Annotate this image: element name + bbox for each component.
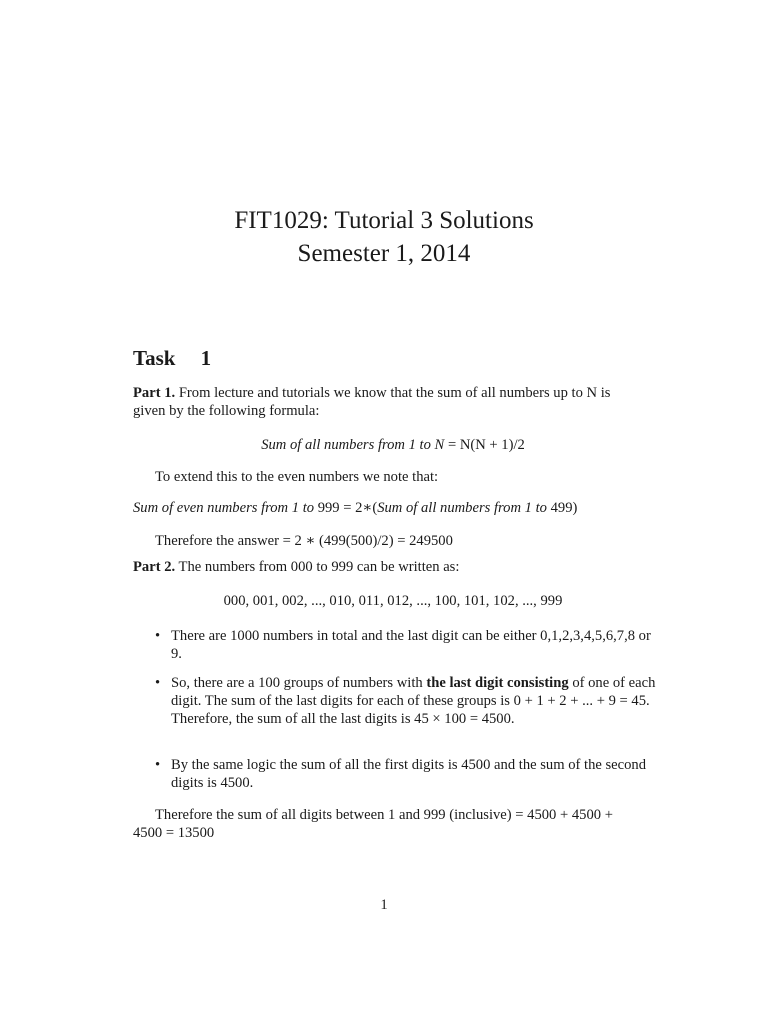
bullet-2-pre: So, there are a 100 groups of numbers with [171, 675, 423, 691]
part2-conclusion: Therefore the sum of all digits between 1 and 999 (inclusive) = 4500 + 4500 + 4500 = 13500 [133, 807, 613, 841]
part2-intro-text: The numbers from 000 to 999 can be written as: [178, 559, 460, 575]
part1-extend: To extend this to the even numbers we note that: [155, 469, 439, 485]
page-number: 1 [380, 897, 388, 913]
bullet-icon: • [155, 628, 161, 644]
task-heading: Task 1 [133, 346, 212, 370]
part1-label: Part 1. [133, 385, 176, 401]
even-formula-lhs: Sum of even numbers from 1 to [133, 500, 315, 516]
part2-intro [133, 558, 638, 576]
part1-intro-text: From lecture and tutorials we know that the sum of all numbers up to N is given by the following formula: [133, 385, 611, 419]
bullet-2-post: of one of each digit. The sum of the last digits for each of these groups is 0 + 1 + 2 + ... + 9 = 45. Therefore, the sum of all the last digits is 45 × 100 = 4500. [171, 675, 656, 727]
number-sequence: 000, 001, 002, ..., 010, 011, 012, ..., 100, 101, 102, ..., 999 [223, 593, 563, 609]
even-formula-mid: 999 = 2∗( [317, 500, 378, 516]
bullet-icon: • [155, 757, 161, 773]
even-formula-end: 499) [550, 500, 578, 516]
sum-formula-result: = N(N + 1)/2 [447, 437, 525, 453]
bullet-1-text: There are 1000 numbers in total and the last digit can be either 0,1,2,3,4,5,6,7,8 or 9. [171, 628, 651, 662]
bullet-2-bold: the last digit consisting [426, 675, 569, 691]
title-line-semester: Semester 1, 2014 [297, 240, 471, 267]
sum-formula [133, 437, 653, 454]
part2-label: Part 2. [133, 559, 176, 575]
bullet-item-2 [155, 674, 656, 728]
part1-intro [133, 384, 638, 420]
bullet-item-1 [155, 627, 656, 663]
bullet-icon: • [155, 675, 161, 691]
even-formula-inner: Sum of all numbers from 1 to [377, 500, 547, 516]
part1-answer: Therefore the answer = 2 ∗ (499(500)/2) = 249500 [155, 533, 453, 549]
even-formula [133, 499, 663, 517]
title-line-course: FIT1029: Tutorial 3 Solutions [234, 207, 534, 234]
sum-formula-text: Sum of all numbers from 1 to N [261, 437, 445, 453]
bullet-item-3 [155, 756, 656, 792]
document-title [0, 204, 768, 270]
bullet-3-text: By the same logic the sum of all the first digits is 4500 and the sum of the second digits is 4500. [171, 757, 647, 791]
